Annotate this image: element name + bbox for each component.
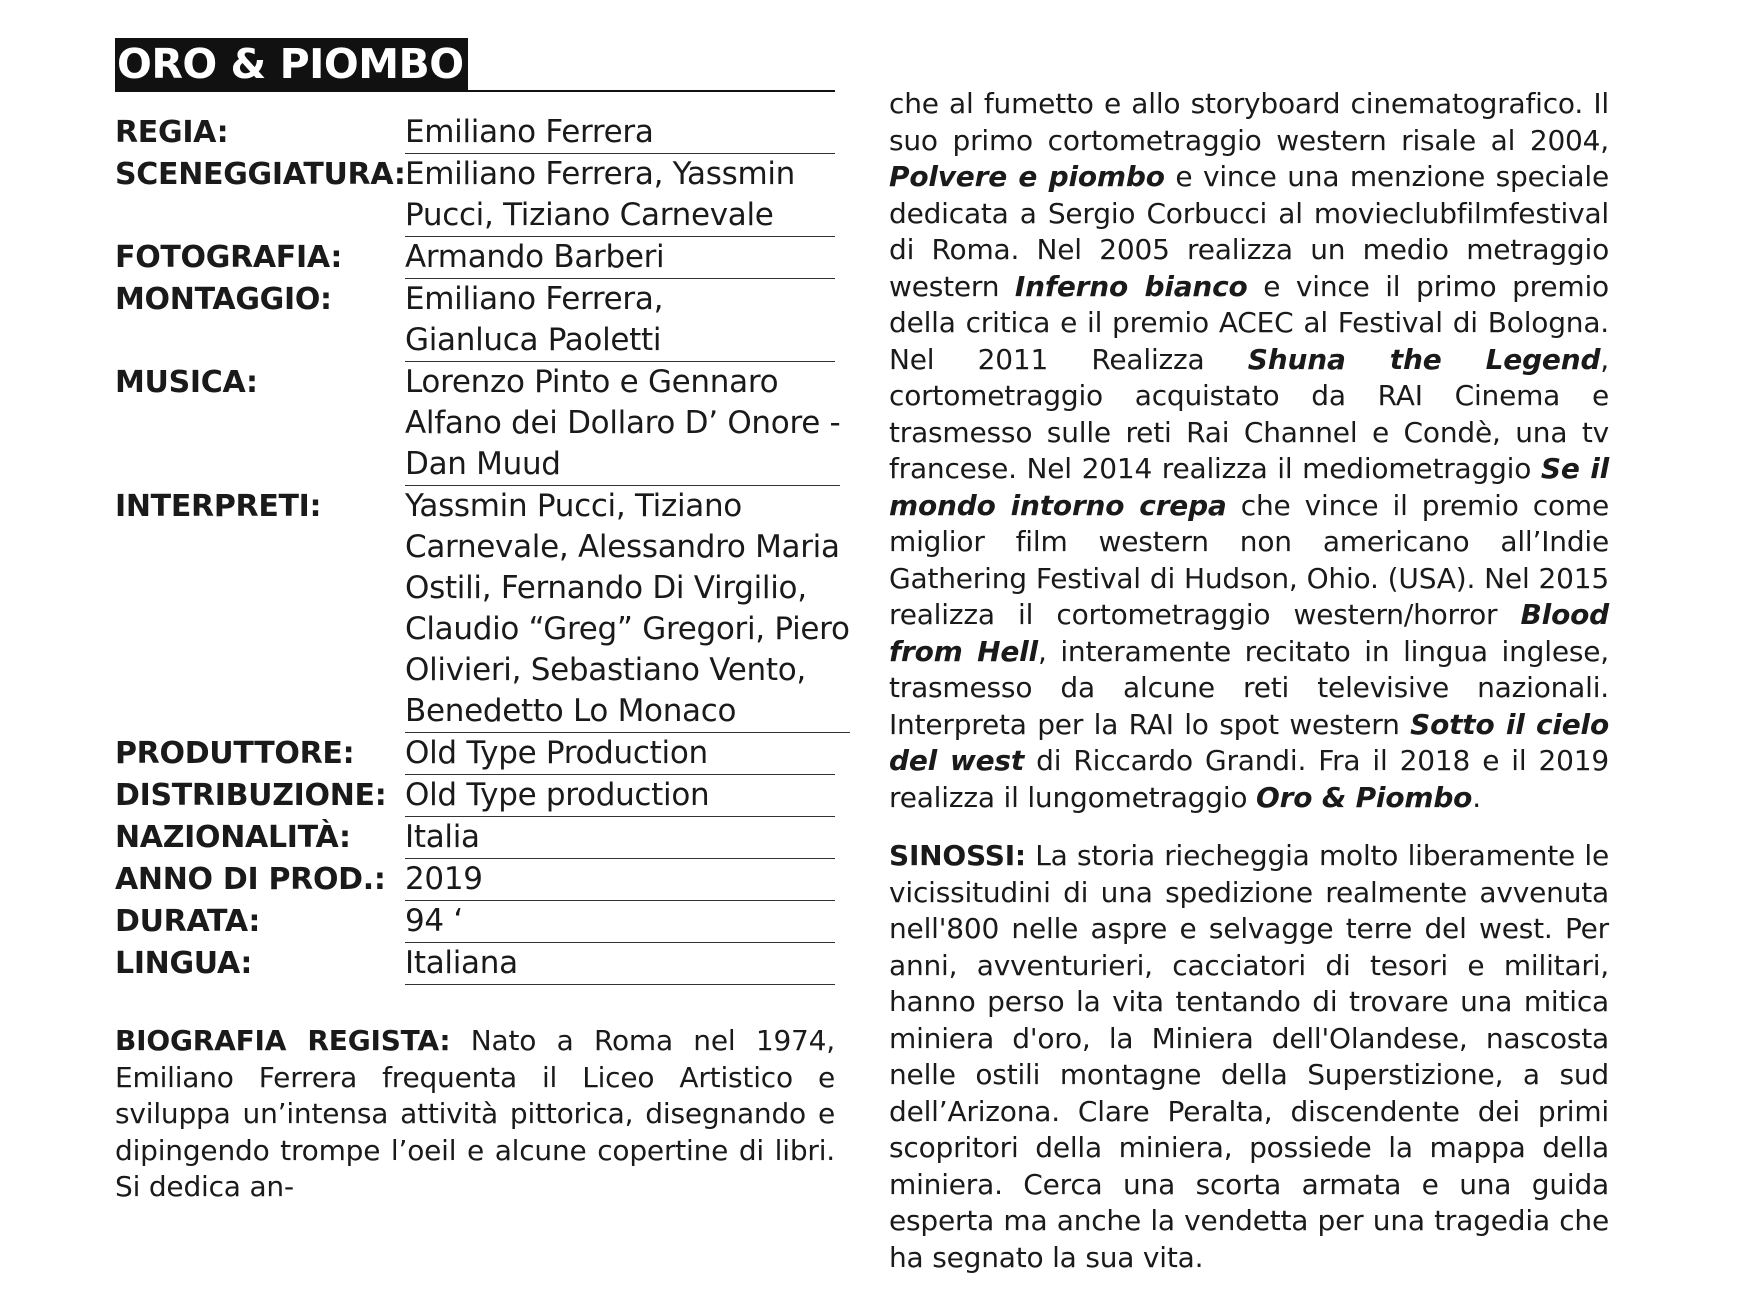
- credit-value-line: Ostili, Fernando Di Virgilio,: [405, 570, 807, 606]
- film-title: Blood from Hell: [889, 598, 1609, 668]
- credit-label: NAZIONALITÀ:: [115, 820, 351, 855]
- bio-text: .: [1472, 780, 1481, 814]
- credit-value: [405, 733, 835, 775]
- credit-row: [115, 237, 835, 279]
- credit-value-line: Emiliano Ferrera: [405, 114, 654, 150]
- credit-value-line: Carnevale, Alessandro Maria: [405, 529, 840, 565]
- credit-row: [115, 486, 850, 733]
- credit-label: FOTOGRAFIA:: [115, 240, 343, 275]
- credit-value-line: Dan Muud: [405, 446, 561, 482]
- credit-value: [405, 486, 850, 733]
- credit-value: [405, 154, 835, 237]
- credit-value-line: Alfano dei Dollaro D’ Onore -: [405, 405, 841, 441]
- credit-value-line: Gianluca Paoletti: [405, 322, 662, 358]
- credit-value: [405, 943, 835, 985]
- film-title: Sotto il cielo del west: [889, 707, 1609, 777]
- bio-text: di Riccardo Grandi. Fra il 2018 e il 2019 realizza il lungometraggio: [889, 744, 1610, 814]
- credit-label: DURATA:: [115, 904, 261, 939]
- bio-text: e vince una menzione speciale dedicata a Sergio Corbucci al movieclubfilmfestival di Roma. Nel 2005 realizza un medio metraggio western: [889, 160, 1609, 303]
- credit-row: [115, 943, 835, 985]
- credit-label: PRODUTTORE:: [115, 736, 355, 771]
- credit-row: [115, 733, 835, 775]
- credit-value: [405, 817, 835, 859]
- credit-value-line: Old Type Production: [405, 735, 708, 771]
- credit-row: [115, 279, 835, 362]
- credit-label: SCENEGGIATURA:: [115, 157, 406, 192]
- credit-value-line: Benedetto Lo Monaco: [405, 693, 737, 729]
- synopsis-text: La storia riecheggia molto liberamente le vicissitudini di una spedizione realmente avvenuta nell'800 nelle aspre e selvagge terre del west. Per anni, avventurieri, cacciatori di tesori e militari, hanno perso la vita tentando di trovare una mitica miniera d'oro, la Miniera dell'Olandese, nascosta nelle ostili montagne della Superstizione, a sud dell’Arizona. Clare Peralta, discendente dei primi scopritori della miniera, possiede la mappa della miniera. Cerca una scorta armata e una guida esperta ma anche la vendetta per una tragedia che ha segnato la sua vita.: [889, 839, 1609, 1274]
- credit-value-line: 2019: [405, 861, 483, 897]
- film-title: Shuna the Legend: [1247, 342, 1601, 376]
- credit-value-line: Pucci, Tiziano Carnevale: [405, 197, 774, 233]
- credit-label: MUSICA:: [115, 365, 258, 400]
- film-title: Inferno bianco: [1014, 269, 1248, 303]
- credit-row: [115, 154, 835, 237]
- bio-paragraph-continued: [889, 86, 1609, 816]
- credit-value: [405, 112, 835, 154]
- title-bar: [115, 38, 835, 92]
- credit-value-line: Claudio “Greg” Gregori, Piero: [405, 611, 850, 647]
- credit-row: [115, 112, 835, 154]
- credit-value-line: Armando Barberi: [405, 239, 665, 275]
- credit-value: [405, 362, 840, 486]
- bio-text: e vince il primo premio della critica e il premio ACEC al Festival di Bologna. Nel 2011 Realizza: [889, 269, 1609, 376]
- credits-table: [115, 112, 850, 985]
- bio-text-left: Nato a Roma nel 1974, Emiliano Ferrera frequenta il Liceo Artistico e sviluppa un’intensa attività pittorica, disegnando e dipingendo trompe l’oeil e alcune copertine di libri. Si dedica an-: [115, 1024, 835, 1203]
- credit-label: REGIA:: [115, 115, 229, 150]
- credit-value-line: 94 ‘: [405, 903, 463, 939]
- credit-label: ANNO DI PROD.:: [115, 862, 386, 897]
- credit-value-line: Olivieri, Sebastiano Vento,: [405, 652, 806, 688]
- credit-row: [115, 362, 841, 486]
- credit-value-line: Emiliano Ferrera, Yassmin: [405, 156, 796, 192]
- credit-row: [115, 775, 835, 817]
- credit-value-line: Italia: [405, 819, 480, 855]
- credit-value: [405, 775, 835, 817]
- credit-label: INTERPRETI:: [115, 489, 322, 524]
- film-title: Se il mondo intorno crepa: [889, 452, 1609, 522]
- credit-row: [115, 817, 835, 859]
- credit-value-line: Emiliano Ferrera,: [405, 281, 664, 317]
- page-title: ORO & PIOMBO: [115, 38, 468, 90]
- credit-label: LINGUA:: [115, 946, 253, 981]
- credit-value-line: Yassmin Pucci, Tiziano: [405, 488, 742, 524]
- credit-row: [115, 901, 835, 943]
- synopsis-paragraph: [889, 838, 1609, 1276]
- credit-value-line: Lorenzo Pinto e Gennaro: [405, 364, 779, 400]
- credit-value: [405, 859, 835, 901]
- credit-row: [115, 859, 835, 901]
- right-column: [889, 86, 1609, 1304]
- credit-value-line: Old Type production: [405, 777, 710, 813]
- bio-text: , interamente recitato in lingua inglese, trasmesso da alcune reti televisive nazionali. Interpreta per la RAI lo spot western: [889, 634, 1609, 741]
- film-title: Polvere e piombo: [889, 160, 1165, 193]
- left-column: [115, 38, 850, 1206]
- credit-label: MONTAGGIO:: [115, 282, 332, 317]
- synopsis-label: SINOSSI:: [889, 839, 1026, 872]
- bio-text-right: che al fumetto e allo storyboard cinematografico. Il suo primo cortometraggio western risale al 2004,: [889, 87, 1609, 157]
- film-title: Oro & Piombo: [1256, 780, 1473, 814]
- bio-paragraph-start: [115, 1023, 835, 1206]
- credit-label: DISTRIBUZIONE:: [115, 778, 387, 813]
- credit-value: [405, 901, 835, 943]
- credit-value-line: Italiana: [405, 945, 518, 981]
- credit-value: [405, 279, 835, 362]
- bio-text: che vince il premio come miglior film western non americano all’Indie Gathering Festival di Hudson, Ohio. (USA). Nel 2015 realizza il cortometraggio western/horror: [889, 488, 1609, 631]
- bio-label: BIOGRAFIA REGISTA:: [115, 1024, 451, 1057]
- credit-value: [405, 237, 835, 279]
- bio-text: , cortometraggio acquistato da RAI Cinema e trasmesso sulle reti Rai Channel e Condè, una tv francese. Nel 2014 realizza il mediometraggio: [889, 342, 1609, 485]
